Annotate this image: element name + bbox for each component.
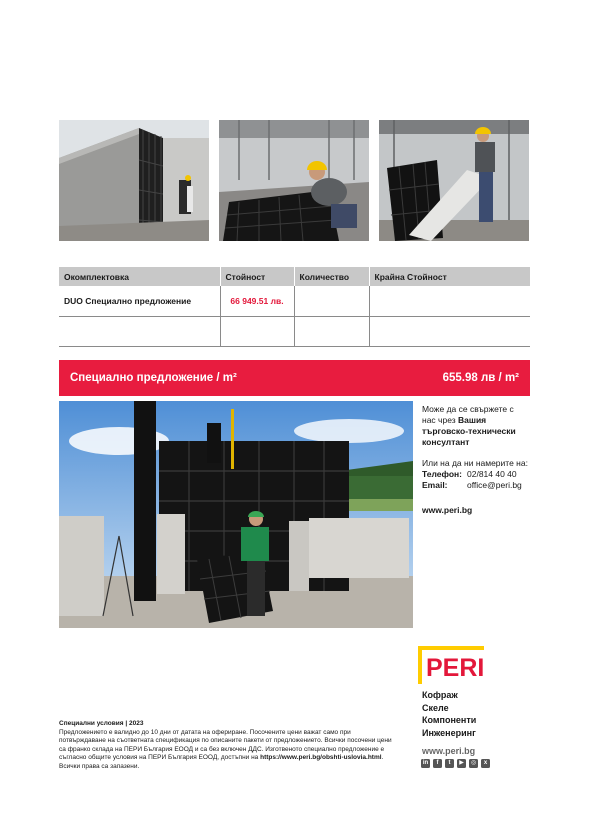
header-quantity: Количество — [294, 267, 369, 286]
contact-line: Или на да ни намерите на: — [422, 458, 528, 468]
terms-suffix: . Всички права са запазени. — [59, 754, 384, 770]
contact-line: консултант — [422, 437, 470, 447]
facebook-icon[interactable]: f — [433, 759, 442, 768]
special-offer-label: Специално предложение / m² — [70, 372, 237, 384]
photo-site-formwork — [59, 401, 413, 628]
email-link[interactable]: office@peri.bg — [467, 480, 522, 490]
cell-total — [369, 316, 530, 346]
terms-title: Специални условия | 2023 — [59, 720, 144, 727]
website-link[interactable]: www.peri.bg — [422, 505, 473, 515]
cell-price: 66 949.51 лв. — [220, 286, 294, 316]
email-label: Email: — [422, 480, 448, 490]
offer-table — [59, 267, 530, 347]
instagram-icon[interactable]: ◎ — [470, 760, 477, 766]
phone-label: Телефон: — [422, 469, 462, 479]
cell-price — [220, 316, 294, 346]
special-offer-price: 655.98 лв / m² — [442, 372, 519, 384]
cell-quantity[interactable] — [294, 316, 369, 346]
header-total: Крайна Стойност — [369, 267, 530, 286]
table-row — [59, 316, 530, 346]
youtube-icon[interactable]: ▶ — [457, 759, 466, 768]
xing-icon[interactable]: x — [481, 759, 490, 768]
service-item: Скеле — [422, 702, 449, 713]
contact-block — [422, 404, 540, 516]
contact-highlight: Вашия — [458, 415, 487, 425]
terms-block — [59, 720, 399, 772]
services-list — [422, 689, 476, 739]
table-header-row — [59, 267, 530, 286]
phone-row — [422, 469, 540, 480]
photo-worker-assembling — [219, 120, 369, 241]
cell-total — [369, 286, 530, 316]
cell-quantity[interactable] — [294, 286, 369, 316]
contact-line: Може да се свържете с — [422, 404, 514, 414]
header-configuration: Окомплектовка — [59, 267, 220, 286]
terms-body: Предложението е валидно до 10 дни от датата на офериране. Посочените цени важат само при потвърждаване на съответната спецификация по описаните пакети от предложението. Всички посочени цени са франко склада на ПЕРИ България ЕООД и са без включен ДДС. Изготвеното специално предложение е съгласно общите условия на ПЕРИ България ЕООД, достъпни на — [59, 728, 392, 762]
photo-concrete-wall — [59, 120, 209, 241]
special-offer-banner — [59, 360, 530, 396]
peri-logo-text: PERI — [426, 654, 484, 682]
service-item: Кофраж — [422, 690, 458, 700]
service-item: Инженеринг — [422, 727, 476, 738]
table-row — [59, 286, 530, 316]
twitter-icon[interactable]: t — [445, 759, 454, 768]
social-icons — [421, 759, 490, 768]
cell-item: DUO Специално предложение — [59, 286, 220, 316]
photo-worker-with-panel — [379, 120, 529, 241]
email-row — [422, 480, 540, 491]
contact-text: нас чрез — [422, 415, 458, 425]
header-price: Стойност — [220, 267, 294, 286]
footer-website-link[interactable]: www.peri.bg — [422, 746, 476, 756]
contact-line: търговско-технически — [422, 426, 516, 436]
service-item: Компоненти — [422, 715, 477, 725]
linkedin-icon[interactable]: in — [422, 760, 429, 766]
terms-text — [59, 729, 399, 772]
contact-line — [422, 415, 540, 426]
terms-link[interactable]: https://www.peri.bg/obshti-uslovia.html — [260, 754, 382, 762]
cell-item — [59, 316, 220, 346]
phone-value[interactable]: 02/814 40 40 — [467, 469, 517, 479]
peri-logo — [418, 646, 484, 684]
